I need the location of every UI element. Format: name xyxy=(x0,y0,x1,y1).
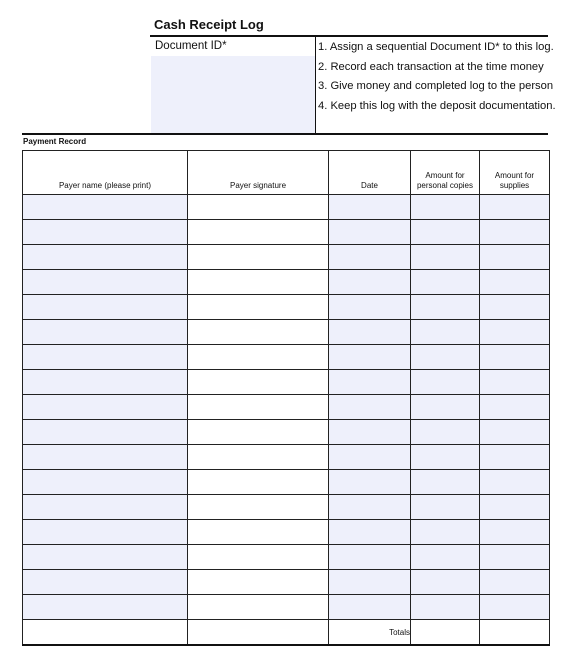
payer-signature-field[interactable] xyxy=(188,595,329,620)
supplies-amount-field[interactable] xyxy=(480,320,550,345)
payer-name-field[interactable] xyxy=(23,545,188,570)
payer-signature-field[interactable] xyxy=(188,370,329,395)
personal-copies-amount-field[interactable] xyxy=(411,545,480,570)
supplies-amount-field[interactable] xyxy=(480,470,550,495)
supplies-amount-field[interactable] xyxy=(480,220,550,245)
payer-name-field[interactable] xyxy=(23,445,188,470)
supplies-amount-field[interactable] xyxy=(480,570,550,595)
payer-signature-field[interactable] xyxy=(188,545,329,570)
table-row xyxy=(23,470,550,495)
instruction-item: 2. Record each transaction at the time money xyxy=(318,60,544,73)
totals-label: Totals xyxy=(329,620,411,646)
table-row xyxy=(23,420,550,445)
instructions-list xyxy=(318,38,556,116)
personal-copies-amount-field[interactable] xyxy=(411,420,480,445)
date-field[interactable] xyxy=(329,570,411,595)
table-row xyxy=(23,545,550,570)
payer-name-field[interactable] xyxy=(23,270,188,295)
supplies-amount-field[interactable] xyxy=(480,295,550,320)
totals-row xyxy=(23,620,550,646)
table-row xyxy=(23,195,550,220)
personal-copies-amount-field[interactable] xyxy=(411,370,480,395)
column-header-payer-name: Payer name (please print) xyxy=(23,151,188,195)
payer-signature-field[interactable] xyxy=(188,295,329,320)
personal-copies-amount-field[interactable] xyxy=(411,245,480,270)
payer-signature-field[interactable] xyxy=(188,195,329,220)
table-row xyxy=(23,320,550,345)
personal-copies-amount-field[interactable] xyxy=(411,470,480,495)
personal-copies-amount-field[interactable] xyxy=(411,220,480,245)
payer-signature-field[interactable] xyxy=(188,420,329,445)
payer-signature-field[interactable] xyxy=(188,345,329,370)
payment-record-table xyxy=(22,150,550,646)
date-field[interactable] xyxy=(329,520,411,545)
personal-copies-amount-field[interactable] xyxy=(411,195,480,220)
form-title: Cash Receipt Log xyxy=(154,17,264,32)
date-field[interactable] xyxy=(329,495,411,520)
document-id-label: Document ID* xyxy=(155,40,227,52)
supplies-amount-field[interactable] xyxy=(480,345,550,370)
instruction-item: 3. Give money and completed log to the person xyxy=(318,80,554,92)
total-personal-copies-field[interactable] xyxy=(411,620,480,646)
payment-record-label: Payment Record xyxy=(23,137,87,146)
date-field[interactable] xyxy=(329,270,411,295)
payer-name-field[interactable] xyxy=(23,495,188,520)
payer-name-field[interactable] xyxy=(23,245,188,270)
supplies-amount-field[interactable] xyxy=(480,495,550,520)
table-row xyxy=(23,295,550,320)
table-row xyxy=(23,395,550,420)
supplies-amount-field[interactable] xyxy=(480,395,550,420)
supplies-amount-field[interactable] xyxy=(480,245,550,270)
payer-signature-field[interactable] xyxy=(188,320,329,345)
totals-spacer xyxy=(23,620,188,646)
table-header-row xyxy=(23,151,550,195)
date-field[interactable] xyxy=(329,470,411,495)
payer-name-field[interactable] xyxy=(23,395,188,420)
header-divider xyxy=(315,37,316,134)
column-header-personal-copies: Amount for personal copies xyxy=(411,151,480,195)
table-row xyxy=(23,445,550,470)
instruction-item: 4. Keep this log with the deposit documentation. xyxy=(318,99,556,112)
date-field[interactable] xyxy=(329,245,411,270)
payer-name-field[interactable] xyxy=(23,470,188,495)
payer-signature-field[interactable] xyxy=(188,445,329,470)
table-row xyxy=(23,570,550,595)
date-field[interactable] xyxy=(329,370,411,395)
supplies-amount-field[interactable] xyxy=(480,520,550,545)
personal-copies-amount-field[interactable] xyxy=(411,495,480,520)
date-field[interactable] xyxy=(329,545,411,570)
personal-copies-amount-field[interactable] xyxy=(411,395,480,420)
date-field[interactable] xyxy=(329,445,411,470)
table-row xyxy=(23,595,550,620)
supplies-amount-field[interactable] xyxy=(480,545,550,570)
payer-signature-field[interactable] xyxy=(188,270,329,295)
payer-name-field[interactable] xyxy=(23,595,188,620)
personal-copies-amount-field[interactable] xyxy=(411,320,480,345)
personal-copies-amount-field[interactable] xyxy=(411,520,480,545)
table-row xyxy=(23,270,550,295)
totals-spacer xyxy=(188,620,329,646)
instruction-item: 1. Assign a sequential Document ID* to this log. xyxy=(318,41,554,53)
date-field[interactable] xyxy=(329,195,411,220)
document-id-field[interactable] xyxy=(151,56,315,134)
payer-name-field[interactable] xyxy=(23,520,188,545)
personal-copies-amount-field[interactable] xyxy=(411,570,480,595)
table-row xyxy=(23,520,550,545)
payer-name-field[interactable] xyxy=(23,570,188,595)
table-row xyxy=(23,495,550,520)
section-rule xyxy=(22,133,548,135)
column-header-payer-signature: Payer signature xyxy=(188,151,329,195)
date-field[interactable] xyxy=(329,345,411,370)
payer-signature-field[interactable] xyxy=(188,495,329,520)
personal-copies-amount-field[interactable] xyxy=(411,295,480,320)
payer-name-field[interactable] xyxy=(23,420,188,445)
supplies-amount-field[interactable] xyxy=(480,595,550,620)
payer-signature-field[interactable] xyxy=(188,570,329,595)
table-row xyxy=(23,220,550,245)
date-field[interactable] xyxy=(329,395,411,420)
payer-signature-field[interactable] xyxy=(188,220,329,245)
personal-copies-amount-field[interactable] xyxy=(411,445,480,470)
payer-signature-field[interactable] xyxy=(188,470,329,495)
date-field[interactable] xyxy=(329,220,411,245)
date-field[interactable] xyxy=(329,595,411,620)
payer-signature-field[interactable] xyxy=(188,395,329,420)
payer-name-field[interactable] xyxy=(23,195,188,220)
supplies-amount-field[interactable] xyxy=(480,420,550,445)
payer-signature-field[interactable] xyxy=(188,520,329,545)
date-field[interactable] xyxy=(329,420,411,445)
table-row xyxy=(23,345,550,370)
payer-name-field[interactable] xyxy=(23,220,188,245)
supplies-amount-field[interactable] xyxy=(480,270,550,295)
total-supplies-field[interactable] xyxy=(480,620,550,646)
table-row xyxy=(23,245,550,270)
payer-name-field[interactable] xyxy=(23,320,188,345)
payer-name-field[interactable] xyxy=(23,345,188,370)
personal-copies-amount-field[interactable] xyxy=(411,270,480,295)
table-row xyxy=(23,370,550,395)
supplies-amount-field[interactable] xyxy=(480,445,550,470)
date-field[interactable] xyxy=(329,320,411,345)
date-field[interactable] xyxy=(329,295,411,320)
table-body xyxy=(23,195,550,620)
column-header-supplies: Amount for supplies xyxy=(480,151,550,195)
payer-name-field[interactable] xyxy=(23,295,188,320)
header-rule xyxy=(150,35,548,37)
personal-copies-amount-field[interactable] xyxy=(411,595,480,620)
payer-signature-field[interactable] xyxy=(188,245,329,270)
payer-name-field[interactable] xyxy=(23,370,188,395)
personal-copies-amount-field[interactable] xyxy=(411,345,480,370)
column-header-date: Date xyxy=(329,151,411,195)
supplies-amount-field[interactable] xyxy=(480,195,550,220)
supplies-amount-field[interactable] xyxy=(480,370,550,395)
